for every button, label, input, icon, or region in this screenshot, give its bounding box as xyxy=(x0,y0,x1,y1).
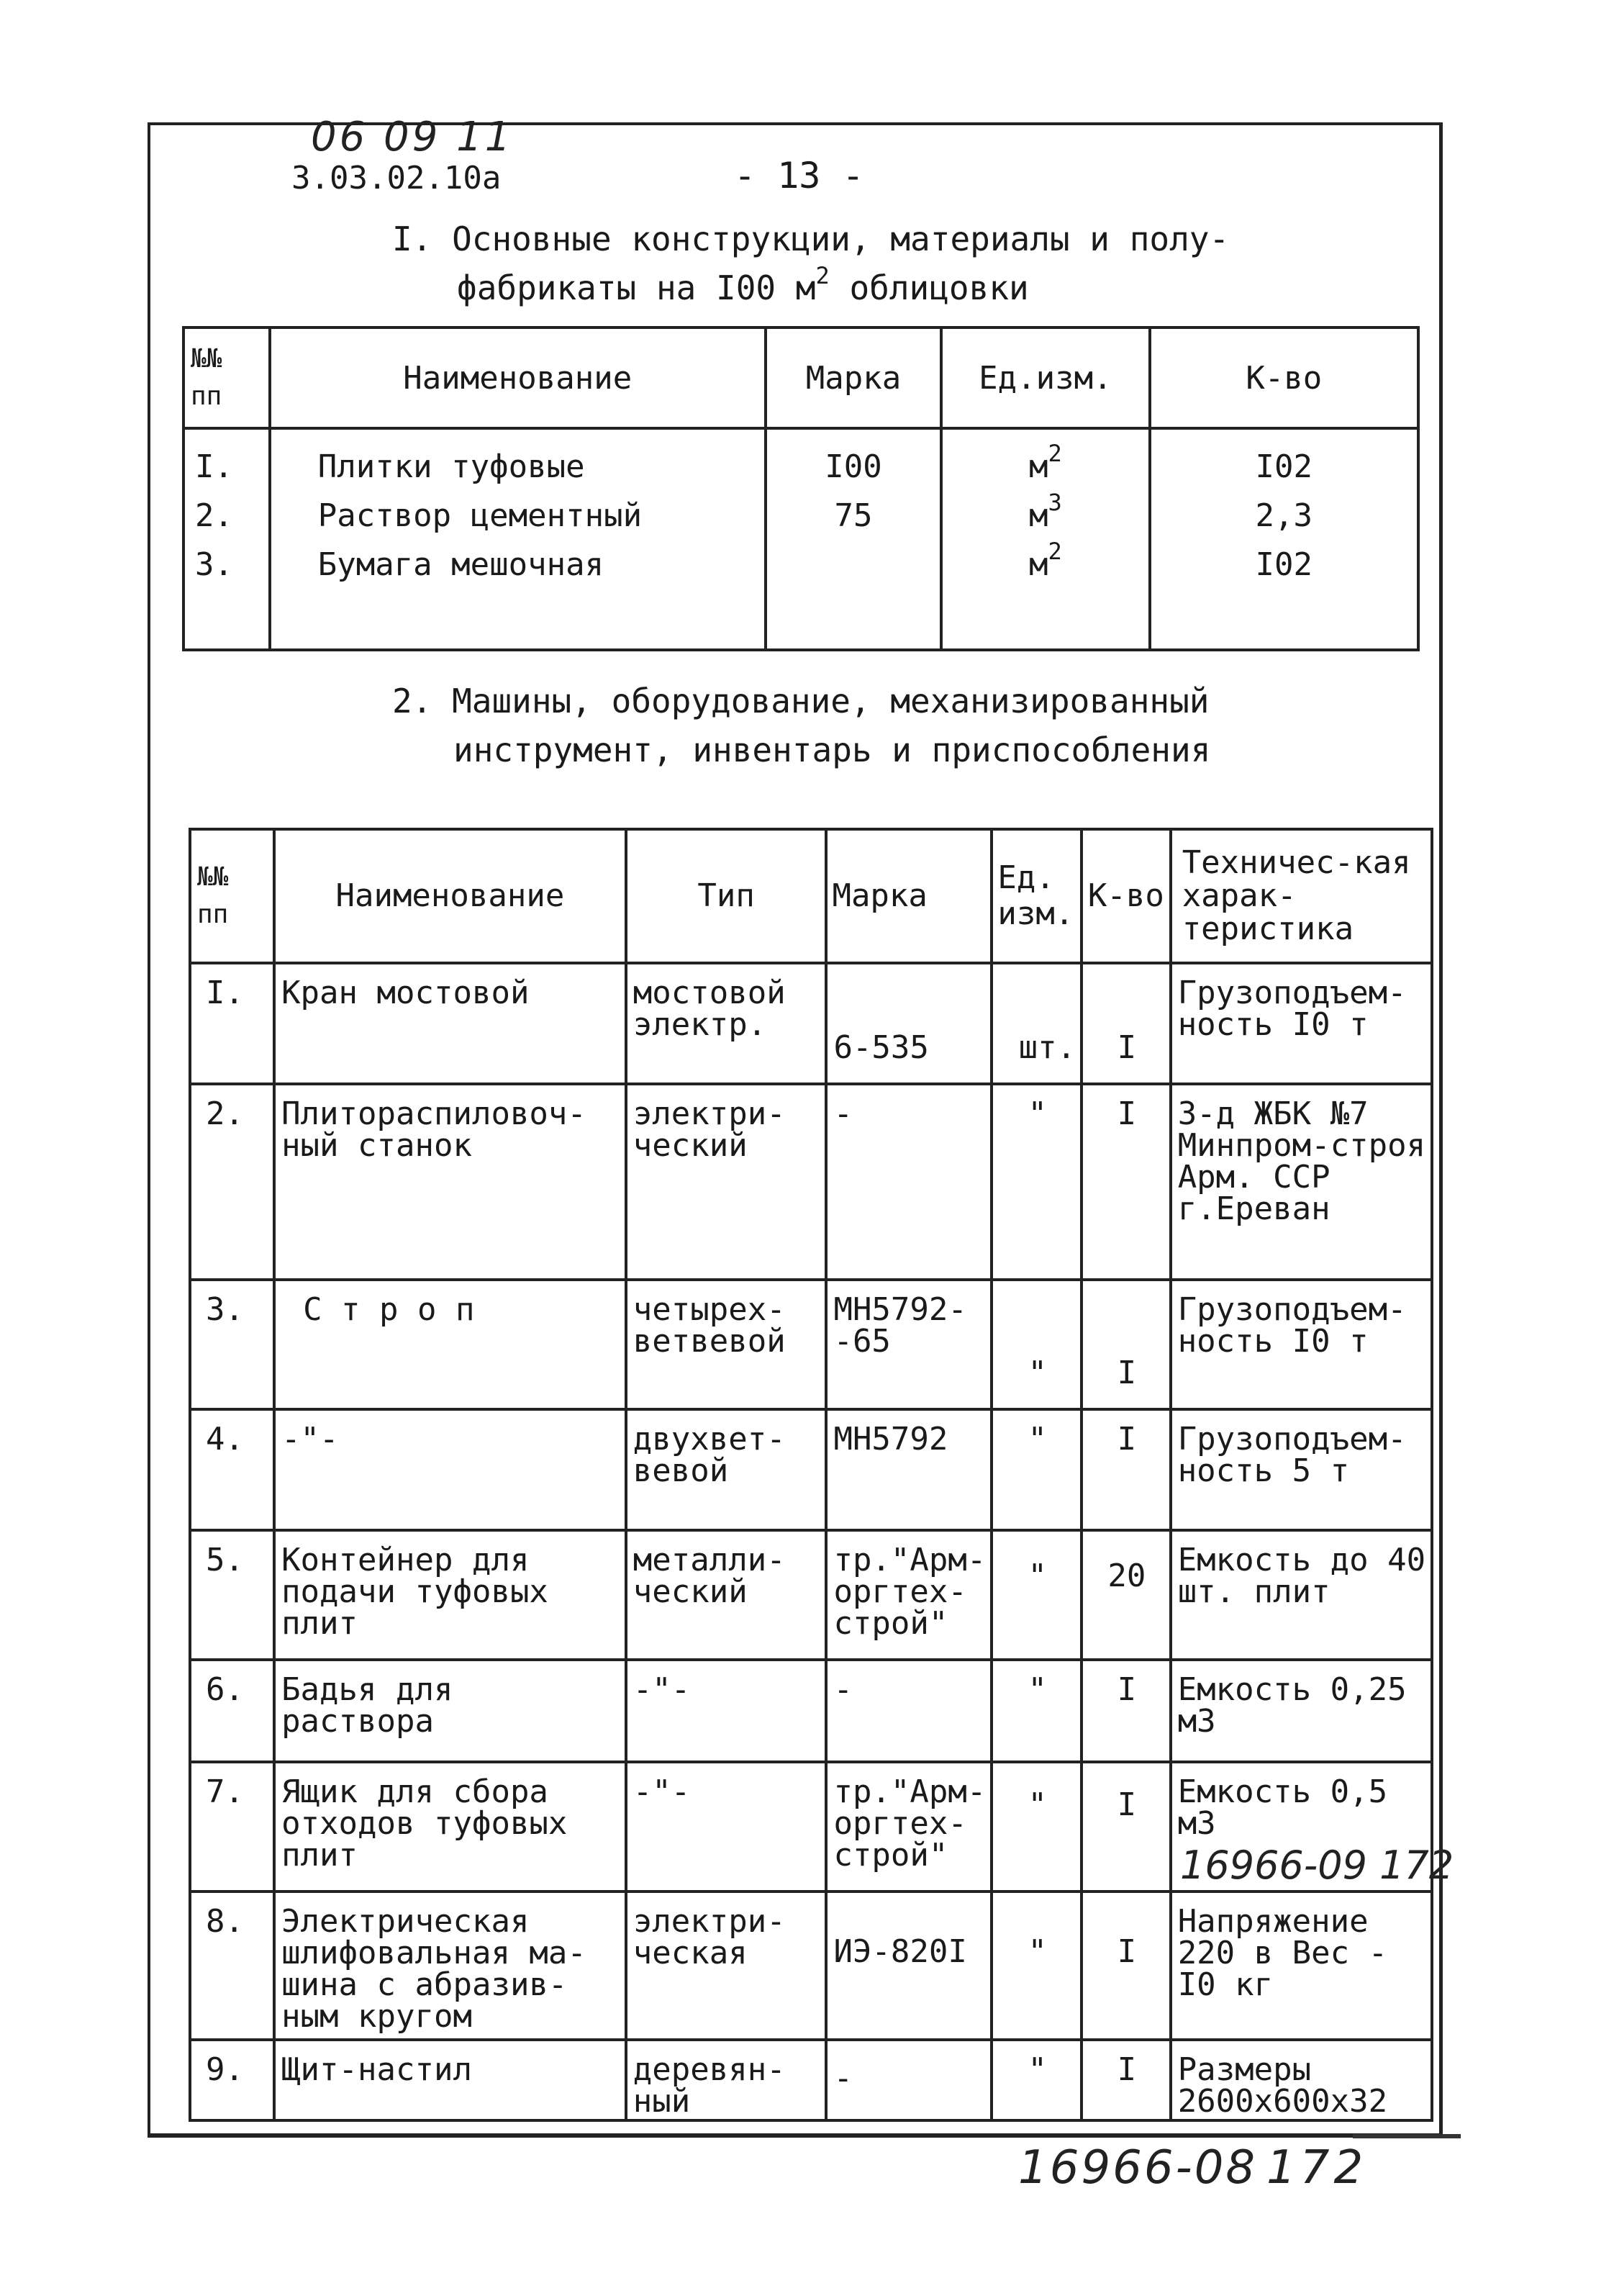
unit-sup: 2 xyxy=(1048,538,1062,565)
materials-num-col xyxy=(183,428,270,650)
materials-row-num: 3. xyxy=(195,546,233,583)
section1-title-line2 xyxy=(457,263,1229,312)
unit-base: м xyxy=(1028,448,1048,485)
materials-unit-col xyxy=(941,428,1149,650)
equipment-row-qty: I xyxy=(1082,1084,1171,1280)
equipment-row-type: мостовой электр. xyxy=(626,963,827,1084)
equipment-row-qty: I xyxy=(1082,1409,1171,1530)
equipment-row xyxy=(190,1084,1432,1280)
equipment-row xyxy=(190,1280,1432,1409)
page-number: - 13 - xyxy=(734,155,864,196)
equipment-row-type: электри-ческий xyxy=(626,1084,827,1280)
equipment-row-qty: I xyxy=(1082,1762,1171,1892)
equipment-row xyxy=(190,1892,1432,2040)
equipment-row-unit: " xyxy=(992,1660,1082,1762)
equipment-row-unit: " xyxy=(992,2040,1082,2120)
materials-qty-col xyxy=(1150,428,1418,650)
equipment-row-tech: Емкость до 40 шт. плит xyxy=(1171,1530,1432,1660)
materials-row-mark: 75 xyxy=(834,497,873,534)
materials-header-unit: Ед.изм. xyxy=(941,327,1149,428)
materials-row-unit xyxy=(943,538,1148,589)
equipment-row xyxy=(190,1660,1432,1762)
equipment-row-name: С т р о п xyxy=(274,1280,626,1409)
fold-mark xyxy=(1353,2134,1461,2138)
materials-body xyxy=(183,428,1418,650)
equipment-row-num: 6. xyxy=(190,1660,274,1762)
equipment-header-name: Наименование xyxy=(274,829,626,963)
archive-stamp-mid: 16966-09 172 xyxy=(1180,1843,1454,1888)
equipment-row-type: -"- xyxy=(626,1762,827,1892)
materials-header-row xyxy=(183,327,1418,428)
section2-title xyxy=(392,677,1210,774)
equipment-row-num: I. xyxy=(190,963,274,1084)
materials-header-name: Наименование xyxy=(270,327,766,428)
materials-row-unit xyxy=(943,440,1148,492)
section2-title-line1: 2. Машины, оборудование, механизированный xyxy=(392,682,1210,720)
equipment-row-tech: Емкость 0,25 м3 xyxy=(1171,1660,1432,1762)
equipment-row-mark: - xyxy=(826,2040,992,2120)
section1-title-line2-prefix: фабрикаты на I00 м xyxy=(457,268,816,307)
equipment-row-type: деревян-ный xyxy=(626,2040,827,2120)
equipment-row-mark: 6-535 xyxy=(826,963,992,1084)
unit-sup: 3 xyxy=(1048,489,1062,516)
equipment-row-mark: тр."Арм-оргтех-строй" xyxy=(826,1762,992,1892)
equipment-row-type: четырех-ветвевой xyxy=(626,1280,827,1409)
materials-row-mark: I00 xyxy=(825,448,882,485)
equipment-row-name: Кран мостовой xyxy=(274,963,626,1084)
equipment-row-qty: I xyxy=(1082,1892,1171,2040)
materials-mark-col xyxy=(766,428,941,650)
document-code: 3.03.02.10a xyxy=(291,160,502,196)
section2-title-line2: инструмент, инвентарь и приспособления xyxy=(453,731,1211,769)
unit-base: м xyxy=(1028,497,1048,534)
materials-name-col xyxy=(270,428,766,650)
materials-row-unit xyxy=(943,489,1148,541)
equipment-row-num: 3. xyxy=(190,1280,274,1409)
section1-title-line2-suffix: облицовки xyxy=(829,268,1029,307)
equipment-row-unit: шт. xyxy=(992,963,1082,1084)
equipment-row-type: электри-ческая xyxy=(626,1892,827,2040)
materials-row-name: Раствор цементный xyxy=(317,497,643,534)
section1-title xyxy=(392,214,1229,312)
equipment-row-qty: I xyxy=(1082,1280,1171,1409)
equipment-row-qty: I xyxy=(1082,963,1171,1084)
equipment-row-num: 7. xyxy=(190,1762,274,1892)
equipment-header-tech: Техничес-кая харак-теристика xyxy=(1171,829,1432,963)
equipment-row-unit: " xyxy=(992,1762,1082,1892)
equipment-row-num: 2. xyxy=(190,1084,274,1280)
equipment-row-unit: " xyxy=(992,1892,1082,2040)
equipment-row xyxy=(190,1530,1432,1660)
equipment-header-mark: Марка xyxy=(826,829,992,963)
equipment-row xyxy=(190,963,1432,1084)
equipment-row-num: 9. xyxy=(190,2040,274,2120)
equipment-header-qty: К-во xyxy=(1082,829,1171,963)
materials-table xyxy=(182,326,1420,651)
equipment-header-num: №№ пп xyxy=(190,829,274,963)
equipment-row-qty: I xyxy=(1082,1660,1171,1762)
equipment-row-type: -"- xyxy=(626,1660,827,1762)
equipment-row-tech: Напряжение 220 в Вес - I0 кг xyxy=(1171,1892,1432,2040)
materials-row-name: Плитки туфовые xyxy=(317,448,585,485)
equipment-row-type: металли-ческий xyxy=(626,1530,827,1660)
equipment-row-name: Бадья для раствора xyxy=(274,1660,626,1762)
equipment-table xyxy=(189,828,1433,2122)
equipment-row-num: 8. xyxy=(190,1892,274,2040)
equipment-row xyxy=(190,2040,1432,2120)
equipment-row-tech: Грузоподъем-ность I0 т xyxy=(1171,963,1432,1084)
equipment-row-name: Контейнер для подачи туфовых плит xyxy=(274,1530,626,1660)
section1-title-line1: I. Основные конструкции, материалы и полу- xyxy=(392,220,1230,258)
equipment-row-name: -"- xyxy=(274,1409,626,1530)
equipment-row-name: Щит-настил xyxy=(274,2040,626,2120)
archive-stamp-page: 172 xyxy=(1266,2141,1368,2195)
equipment-header-row xyxy=(190,829,1432,963)
equipment-row-mark: МН5792 xyxy=(826,1409,992,1530)
equipment-row-tech: Грузоподъем-ность I0 т xyxy=(1171,1280,1432,1409)
section1-title-line2-sup: 2 xyxy=(815,262,830,289)
equipment-row-qty: I xyxy=(1082,2040,1171,2120)
materials-row-num: I. xyxy=(195,448,233,485)
materials-header-num: №№ пп xyxy=(183,327,270,428)
equipment-row-mark: - xyxy=(826,1660,992,1762)
unit-sup: 2 xyxy=(1048,440,1062,467)
equipment-row-unit: " xyxy=(992,1084,1082,1280)
equipment-row-mark: тр."Арм-оргтех-строй" xyxy=(826,1530,992,1660)
equipment-row-name: Плитораспиловоч-ный станок xyxy=(274,1084,626,1280)
materials-header-qty: К-во xyxy=(1150,327,1418,428)
handwritten-code: 06 09 11 xyxy=(311,114,514,161)
equipment-row-mark: - xyxy=(826,1084,992,1280)
materials-row-name: Бумага мешочная xyxy=(317,546,604,583)
materials-row-qty: I02 xyxy=(1255,546,1313,583)
equipment-header-unit: Ед. изм. xyxy=(992,829,1082,963)
materials-row-qty: 2,3 xyxy=(1255,497,1313,534)
equipment-row-unit: " xyxy=(992,1409,1082,1530)
equipment-row-type: двухвет-вевой xyxy=(626,1409,827,1530)
equipment-row-tech: З-д ЖБК №7 Минпром-строя Арм. ССР г.Ереван xyxy=(1171,1084,1432,1280)
materials-row-num: 2. xyxy=(195,497,233,534)
equipment-row-mark: МН5792--65 xyxy=(826,1280,992,1409)
equipment-row-num: 4. xyxy=(190,1409,274,1530)
equipment-row-tech: Емкость 0,5 м3 xyxy=(1171,1762,1432,1892)
equipment-row-mark: ИЭ-820I xyxy=(826,1892,992,2040)
equipment-row-name: Ящик для сбора отходов туфовых плит xyxy=(274,1762,626,1892)
materials-header-mark: Марка xyxy=(766,327,941,428)
materials-row-qty: I02 xyxy=(1255,448,1313,485)
equipment-row-name: Электрическая шлифовальная ма-шина с абразив-ным кругом xyxy=(274,1892,626,2040)
equipment-row-unit: " xyxy=(992,1530,1082,1660)
unit-base: м xyxy=(1028,546,1048,583)
equipment-row xyxy=(190,1409,1432,1530)
equipment-row-tech: Грузоподъем-ность 5 т xyxy=(1171,1409,1432,1530)
equipment-row-num: 5. xyxy=(190,1530,274,1660)
equipment-row-unit: " xyxy=(992,1280,1082,1409)
equipment-header-type: Тип xyxy=(626,829,827,963)
materials-row-mark xyxy=(767,541,940,589)
equipment-row-qty: 20 xyxy=(1082,1530,1171,1660)
archive-stamp-code: 16966-08 xyxy=(1018,2141,1258,2195)
equipment-row-tech: Размеры 2600x600x32 xyxy=(1171,2040,1432,2120)
